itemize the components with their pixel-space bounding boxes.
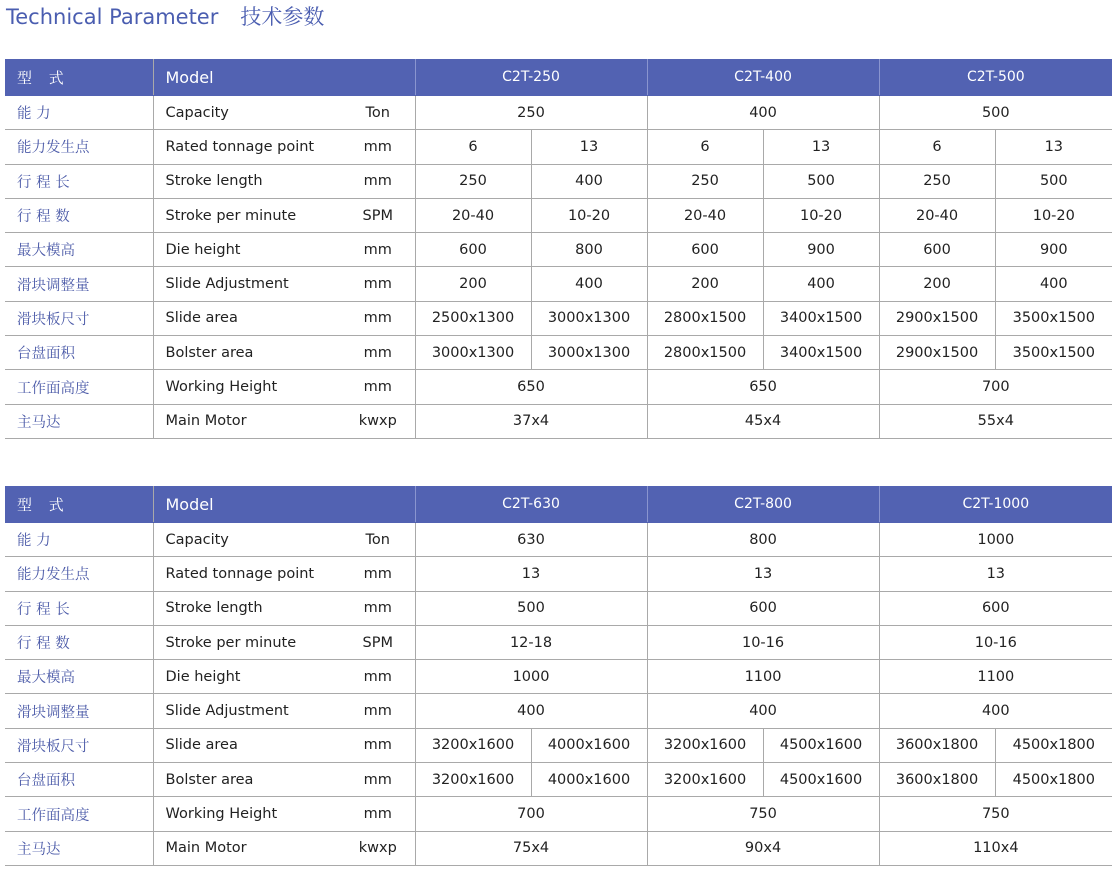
value-cell: 13	[879, 557, 1112, 591]
value-cell: 10-20	[763, 198, 879, 232]
param-unit: mm	[341, 301, 415, 335]
value-cell: 110x4	[879, 831, 1112, 865]
param-name-cn: 滑块调整量	[5, 694, 153, 728]
value-cell: 2900x1500	[879, 301, 995, 335]
value-cell: 3500x1500	[995, 336, 1112, 370]
spec-table-1	[5, 59, 1112, 439]
param-name-en: Slide Adjustment	[153, 267, 341, 301]
table-row	[5, 336, 1112, 370]
value-cell: 55x4	[879, 404, 1112, 438]
param-unit: mm	[341, 336, 415, 370]
param-name-en: Capacity	[153, 523, 341, 557]
value-cell: 4000x1600	[531, 728, 647, 762]
table-row	[5, 694, 1112, 728]
value-cell: 600	[647, 591, 879, 625]
value-cell: 400	[647, 96, 879, 130]
value-cell: 500	[415, 591, 647, 625]
table-row	[5, 831, 1112, 865]
value-cell: 1100	[647, 660, 879, 694]
value-cell: 13	[763, 130, 879, 164]
param-name-cn: 能力发生点	[5, 130, 153, 164]
param-name-en: Slide area	[153, 728, 341, 762]
value-cell: 250	[647, 164, 763, 198]
table-row	[5, 728, 1112, 762]
param-unit: Ton	[341, 96, 415, 130]
value-cell: 4500x1800	[995, 728, 1112, 762]
value-cell: 200	[415, 267, 531, 301]
value-cell: 3200x1600	[647, 728, 763, 762]
model-name-cell: C2T-500	[879, 59, 1112, 96]
param-name-cn: 台盘面积	[5, 763, 153, 797]
param-name-cn: 能力发生点	[5, 557, 153, 591]
value-cell: 650	[415, 370, 647, 404]
value-cell: 900	[995, 233, 1112, 267]
value-cell: 20-40	[415, 198, 531, 232]
value-cell: 3600x1800	[879, 728, 995, 762]
param-name-en: Bolster area	[153, 763, 341, 797]
param-unit: Ton	[341, 523, 415, 557]
param-name-en: Stroke length	[153, 591, 341, 625]
header-model-cn: 型 式	[5, 486, 153, 523]
page-title	[6, 1, 324, 31]
value-cell: 13	[995, 130, 1112, 164]
value-cell: 4500x1800	[995, 763, 1112, 797]
param-name-en: Bolster area	[153, 336, 341, 370]
value-cell: 2900x1500	[879, 336, 995, 370]
value-cell: 2500x1300	[415, 301, 531, 335]
model-name-cell: C2T-800	[647, 486, 879, 523]
table-row	[5, 130, 1112, 164]
param-name-en: Stroke length	[153, 164, 341, 198]
value-cell: 1000	[879, 523, 1112, 557]
value-cell: 600	[879, 233, 995, 267]
param-unit: SPM	[341, 198, 415, 232]
table-row	[5, 267, 1112, 301]
param-name-cn: 主马达	[5, 404, 153, 438]
value-cell: 4000x1600	[531, 763, 647, 797]
value-cell: 900	[763, 233, 879, 267]
param-unit: kwxp	[341, 831, 415, 865]
value-cell: 75x4	[415, 831, 647, 865]
value-cell: 3400x1500	[763, 336, 879, 370]
header-model-en: Model	[153, 59, 415, 96]
param-unit: mm	[341, 591, 415, 625]
value-cell: 400	[763, 267, 879, 301]
value-cell: 10-16	[647, 625, 879, 659]
value-cell: 200	[879, 267, 995, 301]
table-header-row	[5, 486, 1112, 523]
table-row	[5, 557, 1112, 591]
value-cell: 630	[415, 523, 647, 557]
table-row	[5, 96, 1112, 130]
value-cell: 13	[415, 557, 647, 591]
param-name-cn: 工作面高度	[5, 370, 153, 404]
param-name-cn: 最大模高	[5, 233, 153, 267]
param-unit: kwxp	[341, 404, 415, 438]
table-row	[5, 301, 1112, 335]
value-cell: 4500x1600	[763, 763, 879, 797]
param-name-cn: 工作面高度	[5, 797, 153, 831]
value-cell: 500	[879, 96, 1112, 130]
value-cell: 400	[415, 694, 647, 728]
param-name-en: Main Motor	[153, 404, 341, 438]
value-cell: 200	[647, 267, 763, 301]
value-cell: 12-18	[415, 625, 647, 659]
param-unit: mm	[341, 130, 415, 164]
table-row	[5, 164, 1112, 198]
table-row	[5, 198, 1112, 232]
value-cell: 3000x1300	[531, 301, 647, 335]
value-cell: 37x4	[415, 404, 647, 438]
table-row	[5, 763, 1112, 797]
param-name-en: Die height	[153, 233, 341, 267]
table-header-row	[5, 59, 1112, 96]
page-title-cn: 技术参数	[240, 5, 325, 29]
table-row	[5, 523, 1112, 557]
model-name-cell: C2T-630	[415, 486, 647, 523]
value-cell: 1100	[879, 660, 1112, 694]
value-cell: 3400x1500	[763, 301, 879, 335]
param-unit: SPM	[341, 625, 415, 659]
param-name-cn: 行 程 长	[5, 591, 153, 625]
value-cell: 500	[995, 164, 1112, 198]
value-cell: 90x4	[647, 831, 879, 865]
param-name-cn: 主马达	[5, 831, 153, 865]
param-name-en: Stroke per minute	[153, 198, 341, 232]
value-cell: 600	[415, 233, 531, 267]
value-cell: 400	[647, 694, 879, 728]
value-cell: 400	[531, 267, 647, 301]
param-name-cn: 行 程 数	[5, 625, 153, 659]
param-unit: mm	[341, 233, 415, 267]
param-name-en: Die height	[153, 660, 341, 694]
table-row	[5, 404, 1112, 438]
param-name-cn: 行 程 长	[5, 164, 153, 198]
value-cell: 3200x1600	[415, 763, 531, 797]
page-title-en: Technical Parameter	[6, 5, 219, 29]
spec-table-2	[5, 486, 1112, 866]
value-cell: 10-16	[879, 625, 1112, 659]
param-name-en: Working Height	[153, 797, 341, 831]
param-unit: mm	[341, 797, 415, 831]
param-name-en: Capacity	[153, 96, 341, 130]
value-cell: 700	[879, 370, 1112, 404]
value-cell: 250	[879, 164, 995, 198]
value-cell: 600	[879, 591, 1112, 625]
value-cell: 3200x1600	[647, 763, 763, 797]
param-unit: mm	[341, 763, 415, 797]
header-model-cn: 型 式	[5, 59, 153, 96]
value-cell: 4500x1600	[763, 728, 879, 762]
value-cell: 3200x1600	[415, 728, 531, 762]
value-cell: 3500x1500	[995, 301, 1112, 335]
param-unit: mm	[341, 164, 415, 198]
param-name-cn: 滑块板尺寸	[5, 728, 153, 762]
param-name-cn: 行 程 数	[5, 198, 153, 232]
param-unit: mm	[341, 267, 415, 301]
value-cell: 1000	[415, 660, 647, 694]
value-cell: 3000x1300	[531, 336, 647, 370]
value-cell: 700	[415, 797, 647, 831]
value-cell: 10-20	[531, 198, 647, 232]
value-cell: 400	[879, 694, 1112, 728]
value-cell: 650	[647, 370, 879, 404]
param-name-en: Rated tonnage point	[153, 557, 341, 591]
value-cell: 20-40	[647, 198, 763, 232]
value-cell: 800	[531, 233, 647, 267]
value-cell: 20-40	[879, 198, 995, 232]
param-name-cn: 滑块板尺寸	[5, 301, 153, 335]
model-name-cell: C2T-400	[647, 59, 879, 96]
value-cell: 400	[531, 164, 647, 198]
value-cell: 13	[647, 557, 879, 591]
value-cell: 400	[995, 267, 1112, 301]
value-cell: 45x4	[647, 404, 879, 438]
param-name-en: Working Height	[153, 370, 341, 404]
table-row	[5, 370, 1112, 404]
value-cell: 6	[879, 130, 995, 164]
model-name-cell: C2T-1000	[879, 486, 1112, 523]
value-cell: 250	[415, 96, 647, 130]
table-row	[5, 233, 1112, 267]
value-cell: 600	[647, 233, 763, 267]
value-cell: 2800x1500	[647, 301, 763, 335]
value-cell: 750	[647, 797, 879, 831]
value-cell: 3000x1300	[415, 336, 531, 370]
value-cell: 6	[415, 130, 531, 164]
table-row	[5, 591, 1112, 625]
param-unit: mm	[341, 370, 415, 404]
param-unit: mm	[341, 557, 415, 591]
header-model-en: Model	[153, 486, 415, 523]
param-unit: mm	[341, 728, 415, 762]
value-cell: 3600x1800	[879, 763, 995, 797]
param-name-cn: 能 力	[5, 96, 153, 130]
table-row	[5, 660, 1112, 694]
value-cell: 6	[647, 130, 763, 164]
value-cell: 250	[415, 164, 531, 198]
param-name-en: Slide area	[153, 301, 341, 335]
param-name-cn: 滑块调整量	[5, 267, 153, 301]
value-cell: 2800x1500	[647, 336, 763, 370]
param-name-en: Rated tonnage point	[153, 130, 341, 164]
value-cell: 750	[879, 797, 1112, 831]
param-name-cn: 能 力	[5, 523, 153, 557]
param-unit: mm	[341, 694, 415, 728]
param-name-en: Main Motor	[153, 831, 341, 865]
param-name-en: Stroke per minute	[153, 625, 341, 659]
value-cell: 10-20	[995, 198, 1112, 232]
table-row	[5, 797, 1112, 831]
value-cell: 13	[531, 130, 647, 164]
param-unit: mm	[341, 660, 415, 694]
spec-table-body	[5, 59, 1112, 438]
param-name-cn: 最大模高	[5, 660, 153, 694]
model-name-cell: C2T-250	[415, 59, 647, 96]
param-name-cn: 台盘面积	[5, 336, 153, 370]
value-cell: 500	[763, 164, 879, 198]
spec-table-body	[5, 486, 1112, 865]
table-row	[5, 625, 1112, 659]
value-cell: 800	[647, 523, 879, 557]
param-name-en: Slide Adjustment	[153, 694, 341, 728]
